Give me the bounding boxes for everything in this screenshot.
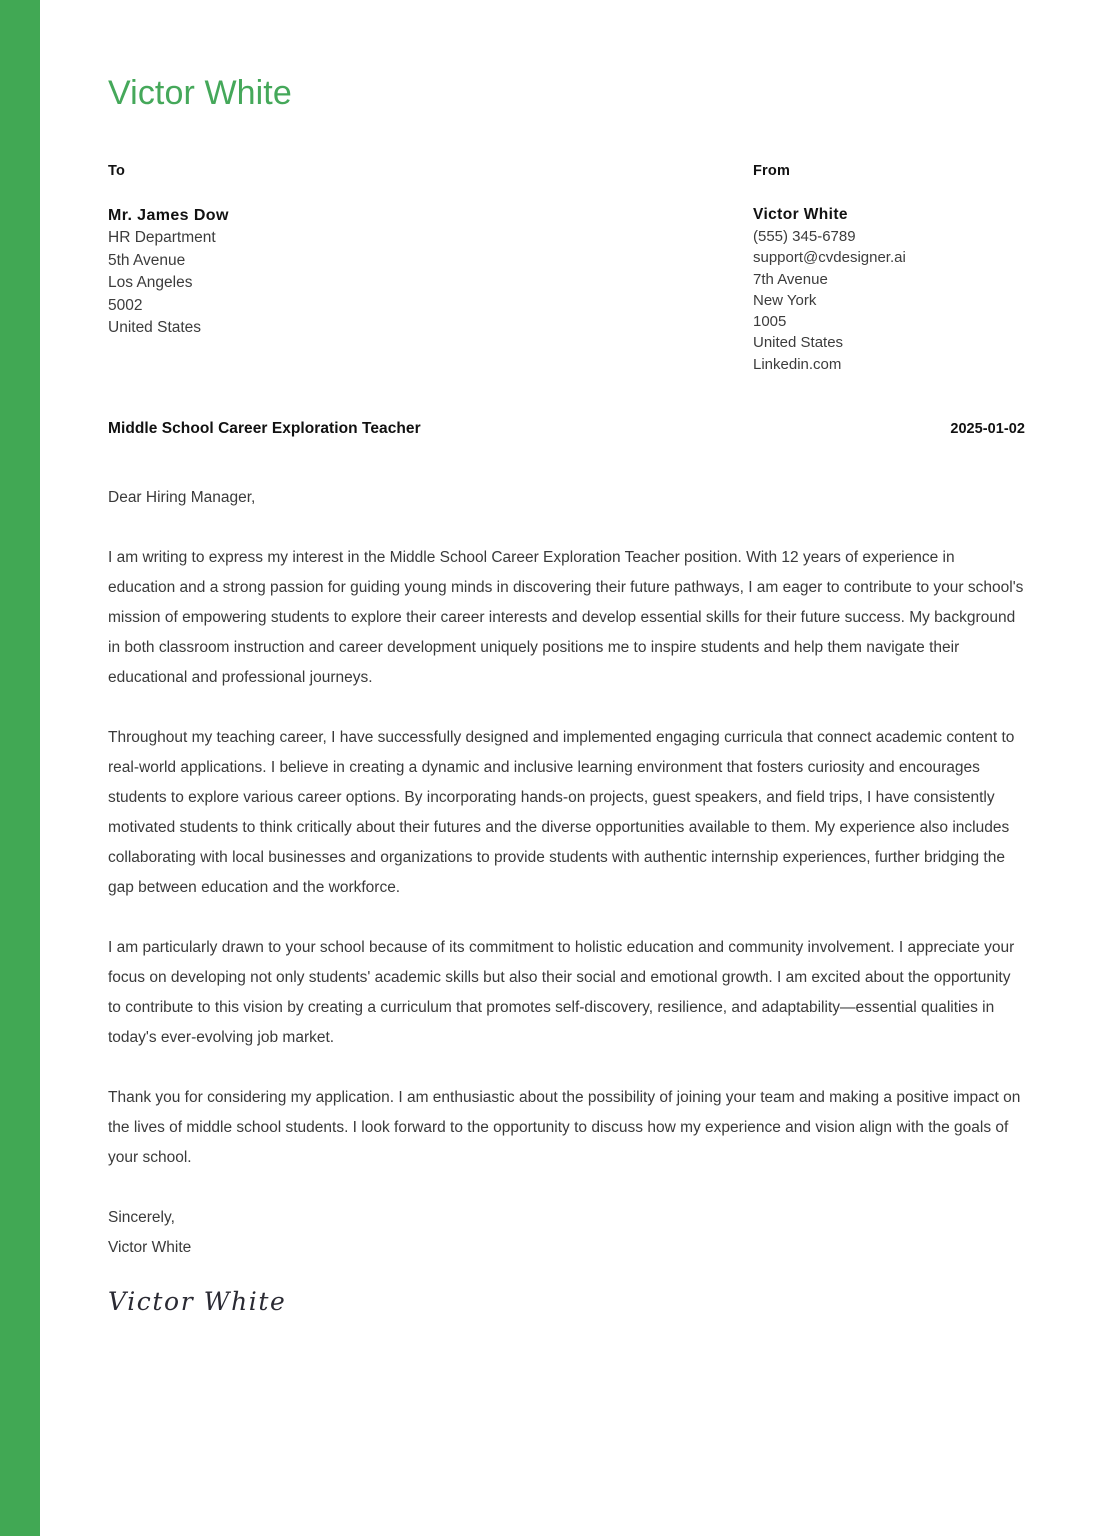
sender-line: 1005 — [753, 313, 787, 331]
sender-column — [753, 163, 1025, 375]
sender-email: support@cvdesigner.ai — [753, 249, 906, 267]
signature: Victor White — [108, 1287, 287, 1317]
sender-line: United States — [753, 334, 844, 352]
recipient-name: Mr. James Dow — [108, 207, 229, 224]
address-block — [108, 163, 1025, 375]
closing-name: Victor White — [108, 1239, 192, 1257]
closing-salutation: Sincerely, — [108, 1209, 175, 1227]
salutation: Dear Hiring Manager, — [108, 489, 256, 507]
body-paragraph: I am particularly drawn to your school because of its commitment to holistic education and community involvement. I appreciate your focus on developing not only students' academic skills but also their social and emotional growth. I am excited about the opportunity to contribute to this vision by creating a curriculum that promotes self-discovery, resilience, and adaptability—essential qualities in today's ever-evolving job market. — [108, 939, 1015, 1047]
body-paragraph: I am writing to express my interest in the Middle School Career Exploration Teacher position. With 12 years of experience in education and a strong passion for guiding young minds in discovering their future pathways, I am eager to contribute to your school's mission of empowering students to explore their career interests and develop essential skills for their future success. My background in both classroom instruction and career development uniquely positions me to inspire students and help them navigate their educational and professional journeys. — [108, 549, 1024, 687]
sender-line: New York — [753, 291, 817, 309]
letter-date: 2025-01-02 — [950, 421, 1025, 438]
page-title: Victor White — [108, 74, 292, 112]
recipient-line: HR Department — [108, 229, 216, 247]
sender-website: Linkedin.com — [753, 355, 842, 373]
body-paragraph: Throughout my teaching career, I have successfully designed and implemented engaging curricula that connect academic content to real-world applications. I believe in creating a dynamic and inclusive learning environment that fosters curiosity and encourages students to explore various career options. By incorporating hands-on projects, guest speakers, and field trips, I have consistently motivated students to think critically about their futures and the diverse opportunities available to them. My experience also includes collaborating with local businesses and organizations to provide students with authentic internship experiences, further bridging the gap between education and the workforce. — [108, 729, 1015, 897]
subject-row — [108, 420, 1025, 438]
sender-label: From — [753, 163, 791, 179]
job-title: Middle School Career Exploration Teacher — [108, 420, 421, 438]
recipient-line: United States — [108, 319, 202, 337]
recipient-line: 5th Avenue — [108, 251, 186, 269]
recipient-line: Los Angeles — [108, 274, 193, 292]
letter-body — [108, 483, 1025, 1317]
sender-name: Victor White — [753, 206, 848, 223]
recipient-column — [108, 163, 753, 375]
recipient-line: 5002 — [108, 296, 143, 314]
sender-phone: (555) 345-6789 — [753, 228, 856, 245]
accent-sidebar-bar — [0, 0, 40, 1536]
body-paragraph: Thank you for considering my application. I am enthusiastic about the possibility of joining your team and making a positive impact on the lives of middle school students. I look forward to the opportunity to discuss how my experience and vision align with the goals of your school. — [108, 1089, 1021, 1167]
closing-block — [108, 1203, 1025, 1263]
recipient-label: To — [108, 163, 126, 179]
sender-line: 7th Avenue — [753, 270, 828, 288]
letter-content — [108, 0, 1025, 1536]
